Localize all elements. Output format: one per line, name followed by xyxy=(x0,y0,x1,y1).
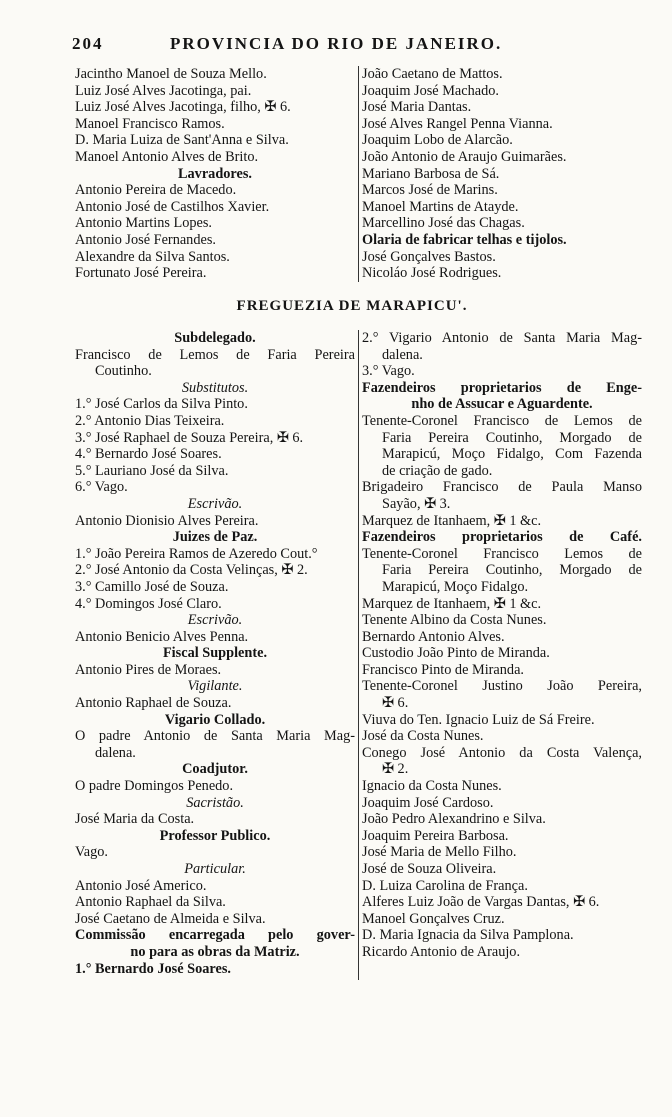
bottom-left-line: Juizes de Paz. xyxy=(172,529,258,546)
top-right-line: José Alves Rangel Penna Vianna. xyxy=(362,115,553,132)
bottom-right-line: Marapicú, Moço Fidalgo, Com Fazenda xyxy=(382,446,642,463)
bottom-right-line: Marapicú, Moço Fidalgo. xyxy=(382,578,529,595)
bottom-right-line: José de Souza Oliveira. xyxy=(362,861,497,877)
bottom-left-line: Coadjutor. xyxy=(182,761,248,778)
top-left-line: D. Maria Luiza de Sant'Anna e Silva. xyxy=(75,132,289,149)
bottom-right-line: Marquez de Itanhaem, ✠ 1 &c. xyxy=(362,595,542,612)
bottom-right-line: Tenente-Coronel Francisco de Lemos de xyxy=(362,412,642,429)
bottom-right-line: Tenente-Coronel Francisco Lemos de xyxy=(362,545,642,562)
bottom-left-line: Vigilante. xyxy=(187,678,243,695)
top-right-line: Nicoláo José Rodrigues. xyxy=(362,265,502,282)
bottom-left-line: dalena. xyxy=(95,744,136,761)
bottom-left-line: Antonio Pires de Moraes. xyxy=(75,661,222,678)
page-header xyxy=(72,34,632,56)
bottom-left-line: Substitutos. xyxy=(181,379,249,396)
top-left-line: Antonio Pereira de Macedo. xyxy=(75,182,237,199)
bottom-right-line: Joaquim Pereira Barbosa. xyxy=(362,827,509,844)
bottom-right-line: de criação de gado. xyxy=(382,462,493,479)
bottom-left-line: Francisco de Lemos de Faria Pereira xyxy=(75,346,355,363)
top-left-column xyxy=(75,66,355,282)
bottom-left-line: Sacristão. xyxy=(186,794,244,811)
bottom-right-line: Conego José Antonio da Costa Valença, xyxy=(362,744,642,761)
bottom-left-line: Vago. xyxy=(75,844,108,861)
bottom-left-line: 6.° Vago. xyxy=(75,479,128,496)
top-right-line: João Caetano de Mattos. xyxy=(362,66,503,82)
top-right-line: José Maria Dantas. xyxy=(362,99,472,116)
bottom-right-line: 2.° Vigario Antonio de Santa Maria Mag- xyxy=(362,330,642,346)
bottom-left-line: 1.° Bernardo José Soares. xyxy=(75,960,231,977)
bottom-left-line: José Caetano de Almeida e Silva. xyxy=(75,910,266,927)
bottom-left-line: Antonio Dionisio Alves Pereira. xyxy=(75,512,259,529)
bottom-right-line: José da Costa Nunes. xyxy=(362,728,484,745)
top-left-line: Antonio José de Castilhos Xavier. xyxy=(75,198,270,215)
bottom-left-line: Antonio José Americo. xyxy=(75,877,207,894)
top-right-line: Marcos José de Marins. xyxy=(362,182,498,199)
bottom-left-line: 2.° José Antonio da Costa Velinças, ✠ 2. xyxy=(75,562,308,579)
bottom-left-line: 3.° Camillo José de Souza. xyxy=(75,578,229,595)
top-left-line: Luiz José Alves Jacotinga, filho, ✠ 6. xyxy=(75,99,291,116)
top-left-line: Fortunato José Pereira. xyxy=(75,265,207,282)
bottom-right-line: Alferes Luiz João de Vargas Dantas, ✠ 6. xyxy=(362,894,600,911)
bottom-right-line: Faria Pereira Coutinho, Morgado de xyxy=(382,429,642,446)
top-left-line: Manoel Francisco Ramos. xyxy=(75,115,225,132)
bottom-right-line: nho de Assucar e Aguardente. xyxy=(411,396,593,413)
top-right-line: Mariano Barbosa de Sá. xyxy=(362,165,500,182)
bottom-left-line: José Maria da Costa. xyxy=(75,811,195,828)
top-left-line: Antonio José Fernandes. xyxy=(75,231,216,248)
bottom-right-line: João Pedro Alexandrino e Silva. xyxy=(362,811,546,828)
top-right-line: José Gonçalves Bastos. xyxy=(362,248,496,265)
bottom-right-line: Fazendeiros proprietarios de Enge- xyxy=(362,379,642,396)
bottom-right-line: Fazendeiros proprietarios de Café. xyxy=(362,529,642,546)
bottom-left-line: Vigario Collado. xyxy=(164,711,266,728)
bottom-left-line: no para as obras da Matriz. xyxy=(130,943,300,960)
bottom-right-line: Marquez de Itanhaem, ✠ 1 &c. xyxy=(362,512,542,529)
top-right-line: Manoel Martins de Atayde. xyxy=(362,198,519,215)
bottom-right-line: D. Luiza Carolina de França. xyxy=(362,877,528,894)
top-right-line: Marcellino José das Chagas. xyxy=(362,215,525,232)
bottom-left-line: Antonio Raphael de Souza. xyxy=(75,695,232,712)
page-title: PROVINCIA DO RIO DE JANEIRO. xyxy=(170,34,503,53)
top-right-line: Olaria de fabricar telhas e tijolos. xyxy=(362,231,567,248)
bottom-right-line: Viuva do Ten. Ignacio Luiz de Sá Freire. xyxy=(362,711,595,728)
bottom-left-line: Subdelegado. xyxy=(174,330,256,346)
bottom-right-line: Joaquim José Cardoso. xyxy=(362,794,494,811)
top-left-line: Jacintho Manoel de Souza Mello. xyxy=(75,66,267,82)
bottom-left-line: Coutinho. xyxy=(95,363,152,380)
bottom-right-line: Francisco Pinto de Miranda. xyxy=(362,661,524,678)
bottom-left-line: Commissão encarregada pelo gover- xyxy=(75,927,355,944)
bottom-left-line: 1.° João Pereira Ramos de Azeredo Cout.° xyxy=(75,545,318,562)
bottom-right-line: ✠ 2. xyxy=(382,761,409,778)
bottom-left-line: Professor Publico. xyxy=(159,827,271,844)
bottom-right-line: 3.° Vago. xyxy=(362,363,415,380)
bottom-left-line: 1.° José Carlos da Silva Pinto. xyxy=(75,396,248,413)
bottom-left-line: 2.° Antonio Dias Teixeira. xyxy=(75,412,225,429)
top-left-line: Alexandre da Silva Santos. xyxy=(75,248,230,265)
section-title: FREGUEZIA DE MARAPICU'. xyxy=(236,298,468,314)
bottom-left-line: 4.° Domingos José Claro. xyxy=(75,595,222,612)
bottom-right-line: Bernardo Antonio Alves. xyxy=(362,628,505,645)
bottom-left-line: Fiscal Supplente. xyxy=(162,645,268,662)
bottom-left-line: Escrivão. xyxy=(187,495,243,512)
bottom-right-line: Tenente-Coronel Justino João Pereira, xyxy=(362,678,642,695)
bottom-left-line: Antonio Benicio Alves Penna. xyxy=(75,628,249,645)
bottom-left-line: Antonio Raphael da Silva. xyxy=(75,894,226,911)
bottom-left-line: 3.° José Raphael de Souza Pereira, ✠ 6. xyxy=(75,429,304,446)
top-left-line: Lavradores. xyxy=(178,165,252,182)
bottom-left-line: O padre Antonio de Santa Maria Mag- xyxy=(75,728,355,745)
bottom-column-divider xyxy=(358,330,359,980)
bottom-right-line: Custodio João Pinto de Miranda. xyxy=(362,645,550,662)
bottom-right-line: Tenente Albino da Costa Nunes. xyxy=(362,612,547,629)
bottom-right-line: Ricardo Antonio de Araujo. xyxy=(362,943,521,960)
bottom-right-line: Brigadeiro Francisco de Paula Manso xyxy=(362,479,642,496)
top-left-line: Luiz José Alves Jacotinga, pai. xyxy=(75,82,252,99)
bottom-right-line: Manoel Gonçalves Cruz. xyxy=(362,910,505,927)
bottom-left-line: 4.° Bernardo José Soares. xyxy=(75,446,222,463)
bottom-right-line: Faria Pereira Coutinho, Morgado de xyxy=(382,562,642,579)
bottom-right-line: D. Maria Ignacia da Silva Pamplona. xyxy=(362,927,574,944)
top-left-line: Manoel Antonio Alves de Brito. xyxy=(75,148,259,165)
top-left-line: Antonio Martins Lopes. xyxy=(75,215,213,232)
top-column-divider xyxy=(358,66,359,282)
bottom-left-line: 5.° Lauriano José da Silva. xyxy=(75,462,229,479)
bottom-left-line: Escrivão. xyxy=(187,612,243,629)
bottom-left-line: Particular. xyxy=(184,861,246,877)
bottom-left-column xyxy=(75,330,355,977)
top-right-column xyxy=(362,66,642,282)
bottom-right-line: José Maria de Mello Filho. xyxy=(362,844,517,861)
top-right-line: Joaquim José Machado. xyxy=(362,82,499,99)
bottom-right-line: Sayão, ✠ 3. xyxy=(382,495,451,512)
page-number: 204 xyxy=(72,34,104,53)
bottom-right-column xyxy=(362,330,642,961)
bottom-right-line: dalena. xyxy=(382,346,423,363)
bottom-left-line: O padre Domingos Penedo. xyxy=(75,778,234,795)
top-right-line: João Antonio de Araujo Guimarães. xyxy=(362,148,567,165)
bottom-right-line: Ignacio da Costa Nunes. xyxy=(362,778,502,795)
top-right-line: Joaquim Lobo de Alarcão. xyxy=(362,132,513,149)
bottom-right-line: ✠ 6. xyxy=(382,695,409,712)
